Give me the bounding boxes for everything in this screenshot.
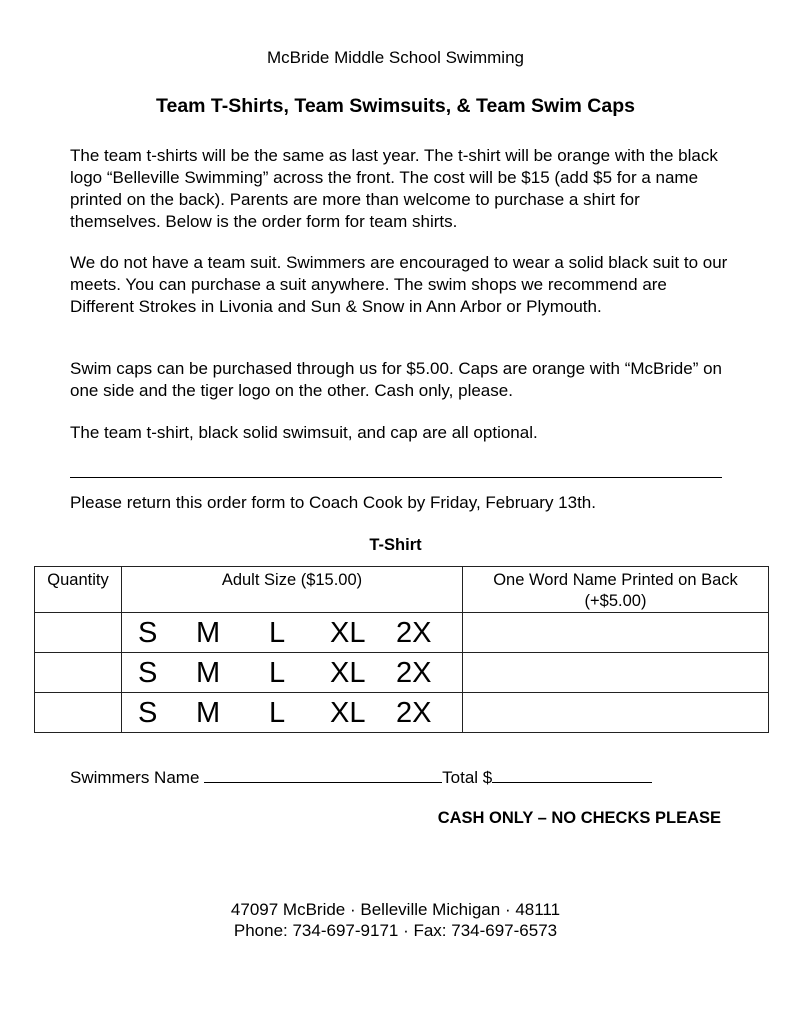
size-option[interactable]: XL	[330, 657, 366, 689]
name-on-back-cell[interactable]	[463, 693, 769, 733]
size-option[interactable]: S	[138, 697, 158, 729]
footer-phone: Phone: 734-697-9171 · Fax: 734-697-6573	[233, 921, 558, 940]
size-option[interactable]: S	[138, 657, 158, 689]
size-option[interactable]: M	[196, 697, 221, 729]
size-cell[interactable]	[122, 693, 463, 733]
swimmer-total-line	[70, 766, 652, 788]
size-option[interactable]: L	[269, 697, 286, 729]
header-name-on-back-text: One Word Name Printed on Back (+$5.00)	[493, 571, 738, 610]
swimmer-name-field[interactable]	[204, 766, 442, 783]
size-option[interactable]: M	[196, 617, 221, 649]
page-title: Team T-Shirts, Team Swimsuits, & Team Swim Caps	[156, 95, 635, 117]
size-option[interactable]: 2X	[396, 697, 432, 729]
header-quantity: Quantity	[35, 567, 122, 613]
size-cell[interactable]	[122, 613, 463, 653]
size-option[interactable]: S	[138, 617, 158, 649]
size-option[interactable]: XL	[330, 617, 366, 649]
table-row	[35, 613, 769, 653]
school-name: McBride Middle School Swimming	[267, 48, 524, 67]
name-on-back-cell[interactable]	[463, 613, 769, 653]
quantity-cell[interactable]	[35, 613, 122, 653]
total-field[interactable]	[492, 766, 652, 783]
size-option[interactable]: XL	[330, 697, 366, 729]
name-on-back-cell[interactable]	[463, 653, 769, 693]
size-option[interactable]: L	[269, 617, 286, 649]
table-row	[35, 653, 769, 693]
tshirt-paragraph: The team t-shirts will be the same as last year. The t-shirt will be orange with the black logo “Belleville Swimming” across the front. The cost will be $15 (add $5 for a name printed on the back). Parents are more than welcome to purchase a shirt for themselves. Below is the order form for team shirts.	[70, 146, 718, 231]
size-option[interactable]: L	[269, 657, 286, 689]
size-cell[interactable]	[122, 653, 463, 693]
quantity-cell[interactable]	[35, 693, 122, 733]
table-header-row	[35, 567, 769, 613]
swimmer-name-label: Swimmers Name	[70, 768, 200, 787]
total-label: Total $	[442, 768, 493, 787]
table-row	[35, 693, 769, 733]
header-name-on-back	[463, 567, 769, 613]
optional-paragraph: The team t-shirt, black solid swimsuit, and cap are all optional.	[70, 423, 538, 442]
return-note: Please return this order form to Coach Cook by Friday, February 13th.	[70, 493, 596, 512]
swimsuit-paragraph: We do not have a team suit. Swimmers are encouraged to wear a solid black suit to our meets. You can purchase a suit anywhere. The swim shops we recommend are Different Strokes in Livonia and Sun & Snow in Ann Arbor or Plymouth.	[70, 253, 728, 316]
form-title: T-Shirt	[369, 536, 422, 554]
size-option[interactable]: 2X	[396, 657, 432, 689]
quantity-cell[interactable]	[35, 653, 122, 693]
size-option[interactable]: M	[196, 657, 221, 689]
swimcap-paragraph: Swim caps can be purchased through us for $5.00. Caps are orange with “McBride” on one side and the tiger logo on the other. Cash only, please.	[70, 359, 723, 400]
cash-only-note: CASH ONLY – NO CHECKS PLEASE	[437, 809, 721, 827]
order-form-table	[34, 566, 769, 733]
cut-line-divider	[70, 477, 722, 478]
footer-address: 47097 McBride · Belleville Michigan · 48111	[230, 900, 561, 919]
header-adult-size: Adult Size ($15.00)	[122, 567, 463, 613]
size-option[interactable]: 2X	[396, 617, 432, 649]
